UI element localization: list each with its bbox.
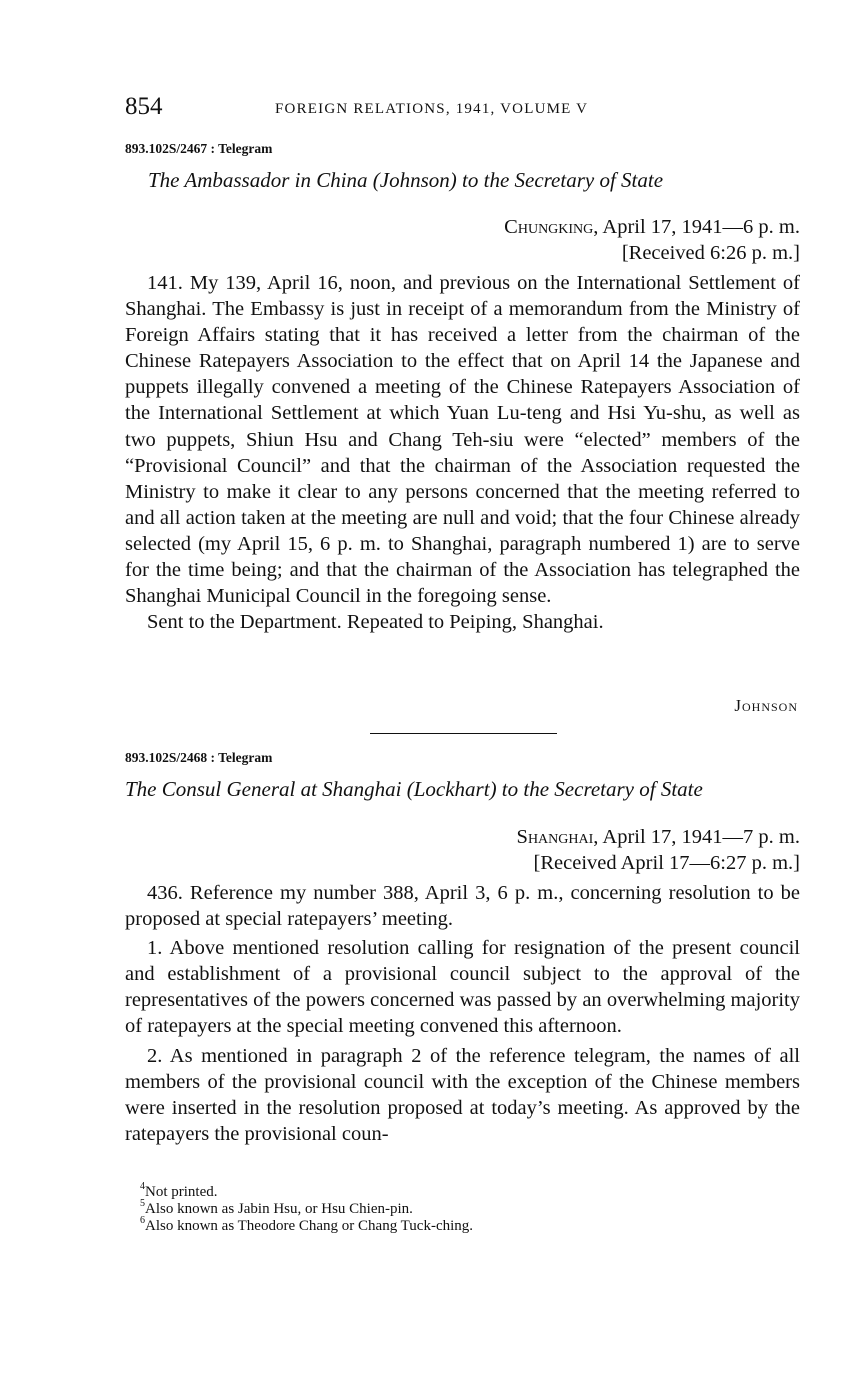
doc2-paragraph-1: 1. Above mentioned resolution calling for resignation of the present council and establishment of a provisional council subject to the approval of the representatives of the powers concerned was passed by an overwhelming majority of ratepayers at the special meeting convened this afternoon. [125, 937, 800, 1038]
footnote-text: Not printed. [145, 1184, 218, 1200]
doc1-paragraph: 141. My 139, April 16, noon, and previous on the International Settlement of Shanghai. The Embassy is just in receipt of a memorandum from the Ministry of Foreign Affairs stating that it has received a letter from the chairman of the Chinese Ratepayers Association to the effect that on April 14 the Japanese and puppets illegally convened a meeting of the Chinese Ratepayers Association of the International Settlement at which Yuan Lu-teng and Hsi Yu-shu, as well as two puppets, Shiun Hsu and Chang Teh-siu were “elected” members of the “Provisional Council” and that the chairman of the Association requested the Ministry to make it clear to any persons concerned that the meeting referred to and all action taken at the meeting are null and void; that the four Chinese already selected (my April 15, 6 p. m. to Shanghai, paragraph numbered 1) are to serve for the time being; and that the chairman of the Association has telegraphed the Shanghai Municipal Council in the foregoing sense. [125, 272, 800, 608]
footnote [140, 1198, 473, 1218]
running-head: FOREIGN RELATIONS, 1941, VOLUME V [275, 101, 589, 117]
doc1-dateline [504, 216, 800, 239]
footnotes [140, 1181, 474, 1235]
section-divider [370, 733, 557, 734]
footnote-text: Also known as Jabin Hsu, or Hsu Chien-pin. [145, 1201, 413, 1217]
doc2-received: [Received April 17—6:27 p. m.] [533, 852, 800, 874]
doc1-received: [Received 6:26 p. m.] [621, 242, 800, 264]
footnote [140, 1181, 473, 1201]
doc2-dateline-rest: , April 17, 1941—7 p. m. [593, 826, 800, 848]
doc1-dateline-place: Chungking [504, 216, 594, 238]
doc1-title: The Ambassador in China (Johnson) to the Secretary of State [148, 168, 664, 192]
doc1-file-id: 893.102S/2467 : Telegram [125, 141, 273, 156]
doc1-dateline-rest: , April 17, 1941—6 p. m. [593, 216, 800, 238]
doc1-body [125, 270, 800, 635]
doc2-dateline [517, 826, 800, 849]
doc1-signature: Johnson [734, 696, 798, 715]
doc2-title: The Consul General at Shanghai (Lockhart) to the Secretary of State [125, 777, 703, 801]
doc2-paragraph-436: 436. Reference my number 388, April 3, 6 p. m., concerning resolution to be proposed at special ratepayers’ meeting. [125, 882, 800, 931]
doc2-paragraph-2: 2. As mentioned in paragraph 2 of the reference telegram, the names of all members of the provisional council with the exception of the Chinese members were inserted in the resolution proposed at today’s meeting. As approved by the ratepayers the provisional coun- [125, 1044, 800, 1145]
footnote-text: Also known as Theodore Chang or Chang Tuck-ching. [145, 1218, 474, 1234]
footnote-mark: 4 [140, 1181, 145, 1192]
doc1-closing: Sent to the Department. Repeated to Peiping, Shanghai. [147, 611, 604, 634]
footnote-mark: 6 [140, 1215, 145, 1226]
footnote-mark: 5 [140, 1198, 145, 1209]
page-number: 854 [125, 93, 163, 120]
footnote [140, 1215, 474, 1235]
doc2-body [125, 880, 800, 1147]
doc2-file-id: 893.102S/2468 : Telegram [125, 750, 273, 765]
doc2-dateline-place: Shanghai [516, 826, 594, 848]
page-header [125, 93, 800, 127]
